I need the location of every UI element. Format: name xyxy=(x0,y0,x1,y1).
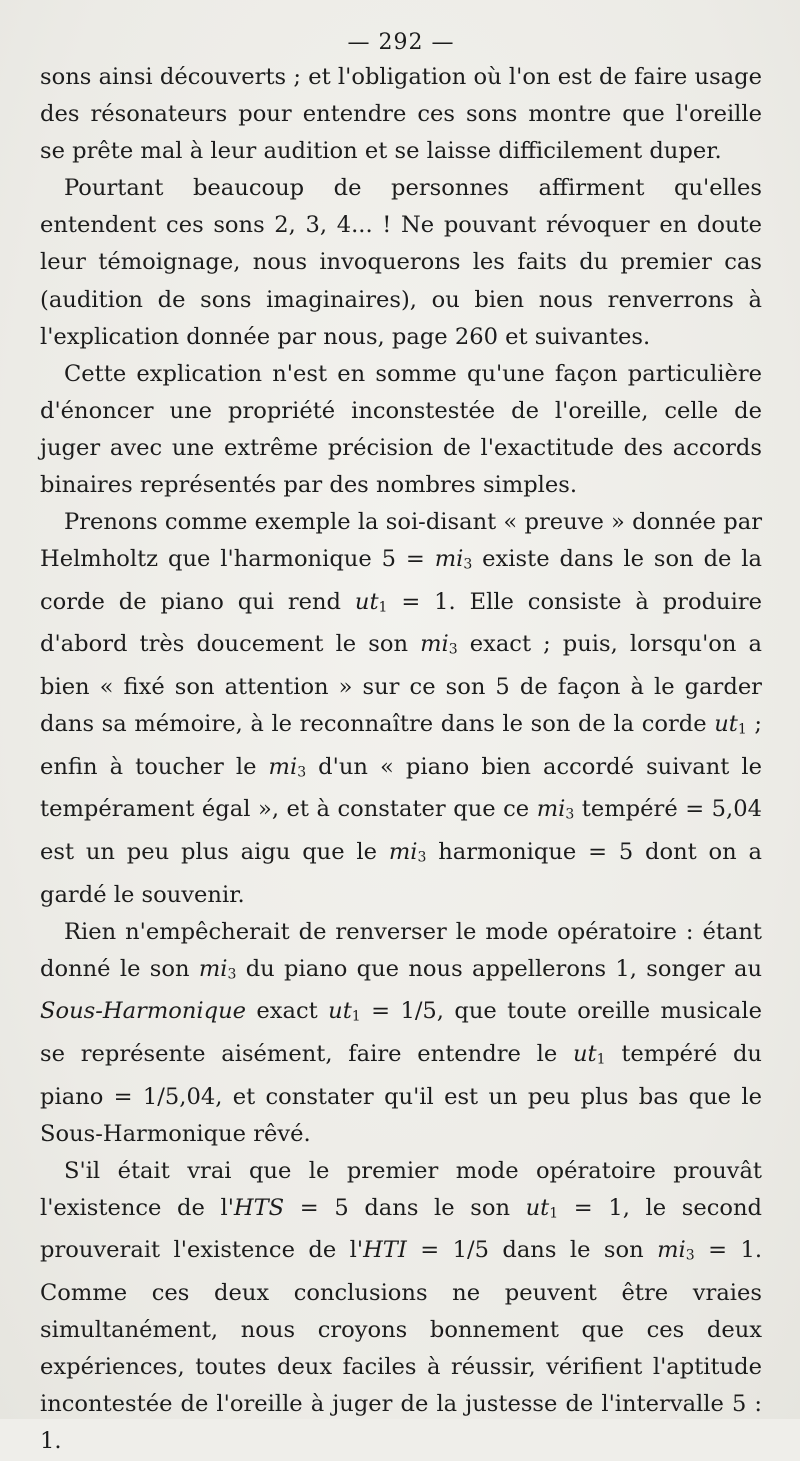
text-run: Prenons comme exemple la soi-disant « preuve » donnée par Helmholtz que l'harmonique 5 = xyxy=(40,509,762,573)
paragraph-p4 xyxy=(40,504,762,914)
page-number: — 292 — xyxy=(347,30,455,55)
subscript: 3 xyxy=(227,966,237,983)
italic-term: mi xyxy=(268,753,298,780)
italic-term: ut xyxy=(714,711,738,738)
text-run: tempéré = 5,04 est un peu plus aigu que le xyxy=(40,796,762,865)
paragraph-p3 xyxy=(40,356,762,504)
italic-term: mi xyxy=(536,796,566,823)
italic-term: ut xyxy=(525,1194,550,1221)
text-run: du piano que nous appellerons 1, songer au xyxy=(236,955,762,982)
text-run: existe dans le son de la corde de piano qui rend xyxy=(40,546,762,615)
body-text xyxy=(40,59,762,1461)
italic-term: HTS xyxy=(233,1194,285,1221)
text-run: tempéré du piano = 1/5,04, et constater qu'il est un peu plus bas que le Sous-Harmonique rêvé. xyxy=(40,1040,762,1147)
italic-term: mi xyxy=(388,838,418,865)
italic-term: ut xyxy=(354,588,379,615)
text-run: = 1/5 dans le son xyxy=(406,1237,658,1264)
text-run: harmonique = 5 dont on a gardé le souvenir. xyxy=(40,838,762,908)
subscript: 3 xyxy=(685,1248,695,1264)
text-run: sons ainsi découverts ; et l'obligation où l'on est de faire usage des résonateurs pour entendre ces sons montre que l'oreille se prête mal à leur audition et se laisse difficilement duper. xyxy=(40,64,762,165)
paragraph-p5 xyxy=(40,914,762,1153)
text-run: = 1/5, que toute oreille musicale se représente aisément, faire entendre le xyxy=(40,998,762,1067)
subscript: 3 xyxy=(417,849,427,866)
text-run: = 1. Comme ces deux conclusions ne peuvent être vraies simultanément, nous croyons bonnement que ces deux expériences, toutes deux faciles à réussir, vérifient l'aptitude incontestée de l'oreille à juger de la justesse de l'intervalle 5 : 1. xyxy=(40,1237,763,1455)
italic-term: ut xyxy=(573,1040,597,1067)
subscript: 3 xyxy=(297,764,307,781)
text-run: = 1, le second prouverait l'existence de l' xyxy=(40,1194,762,1264)
italic-term: HTI xyxy=(363,1237,407,1264)
paragraph-p6 xyxy=(40,1153,762,1461)
italic-term: Sous-Harmonique xyxy=(40,998,247,1025)
text-run: exact ; puis, lorsqu'on a bien « fixé son attention » sur ce son 5 de façon à le garder dans sa mémoire, à le reconnaître dans le son de la corde xyxy=(40,631,762,738)
italic-term: mi xyxy=(420,631,449,658)
italic-term: mi xyxy=(198,955,228,982)
subscript: 3 xyxy=(463,556,473,573)
text-run: = 5 dans le son xyxy=(284,1194,526,1221)
subscript: 1 xyxy=(549,1205,559,1222)
italic-term: mi xyxy=(434,546,464,573)
text-run: ; enfin à toucher le xyxy=(40,711,762,780)
text-run: = 1. Elle consiste à produire d'abord très doucement le son xyxy=(40,588,762,658)
text-run: Cette explication n'est en somme qu'une façon particulière d'énoncer une propriété inconstestée de l'oreille, celle de juger avec une extrême précision de l'exactitude des accords binaires représentés par des nombres simples. xyxy=(40,360,762,499)
subscript: 3 xyxy=(448,641,458,658)
italic-term: ut xyxy=(328,998,352,1025)
subscript: 3 xyxy=(565,806,575,823)
subscript: 1 xyxy=(596,1051,606,1068)
subscript: 1 xyxy=(378,599,388,616)
text-run: d'un « piano bien accordé suivant le tempérament égal », et à constater que ce xyxy=(40,753,763,823)
text-run: exact xyxy=(246,998,329,1025)
subscript: 1 xyxy=(351,1008,361,1025)
subscript: 1 xyxy=(737,721,747,738)
italic-term: mi xyxy=(657,1237,686,1264)
paragraph-p2 xyxy=(40,170,762,355)
paragraph-p1 xyxy=(40,59,762,170)
text-run: Rien n'empêcherait de renverser le mode opératoire : étant donné le son xyxy=(40,918,762,982)
text-run: S'il était vrai que le premier mode opératoire prouvât l'existence de l' xyxy=(40,1157,762,1221)
text-run: Pourtant beaucoup de personnes affirment qu'elles entendent ces sons 2, 3, 4... ! Ne pouvant révoquer en doute leur témoignage, nous invoquerons les faits du premier cas (audition de sons imaginaires), ou bien nous renverrons à l'explication donnée par nous, page 260 et suivantes. xyxy=(40,175,762,350)
